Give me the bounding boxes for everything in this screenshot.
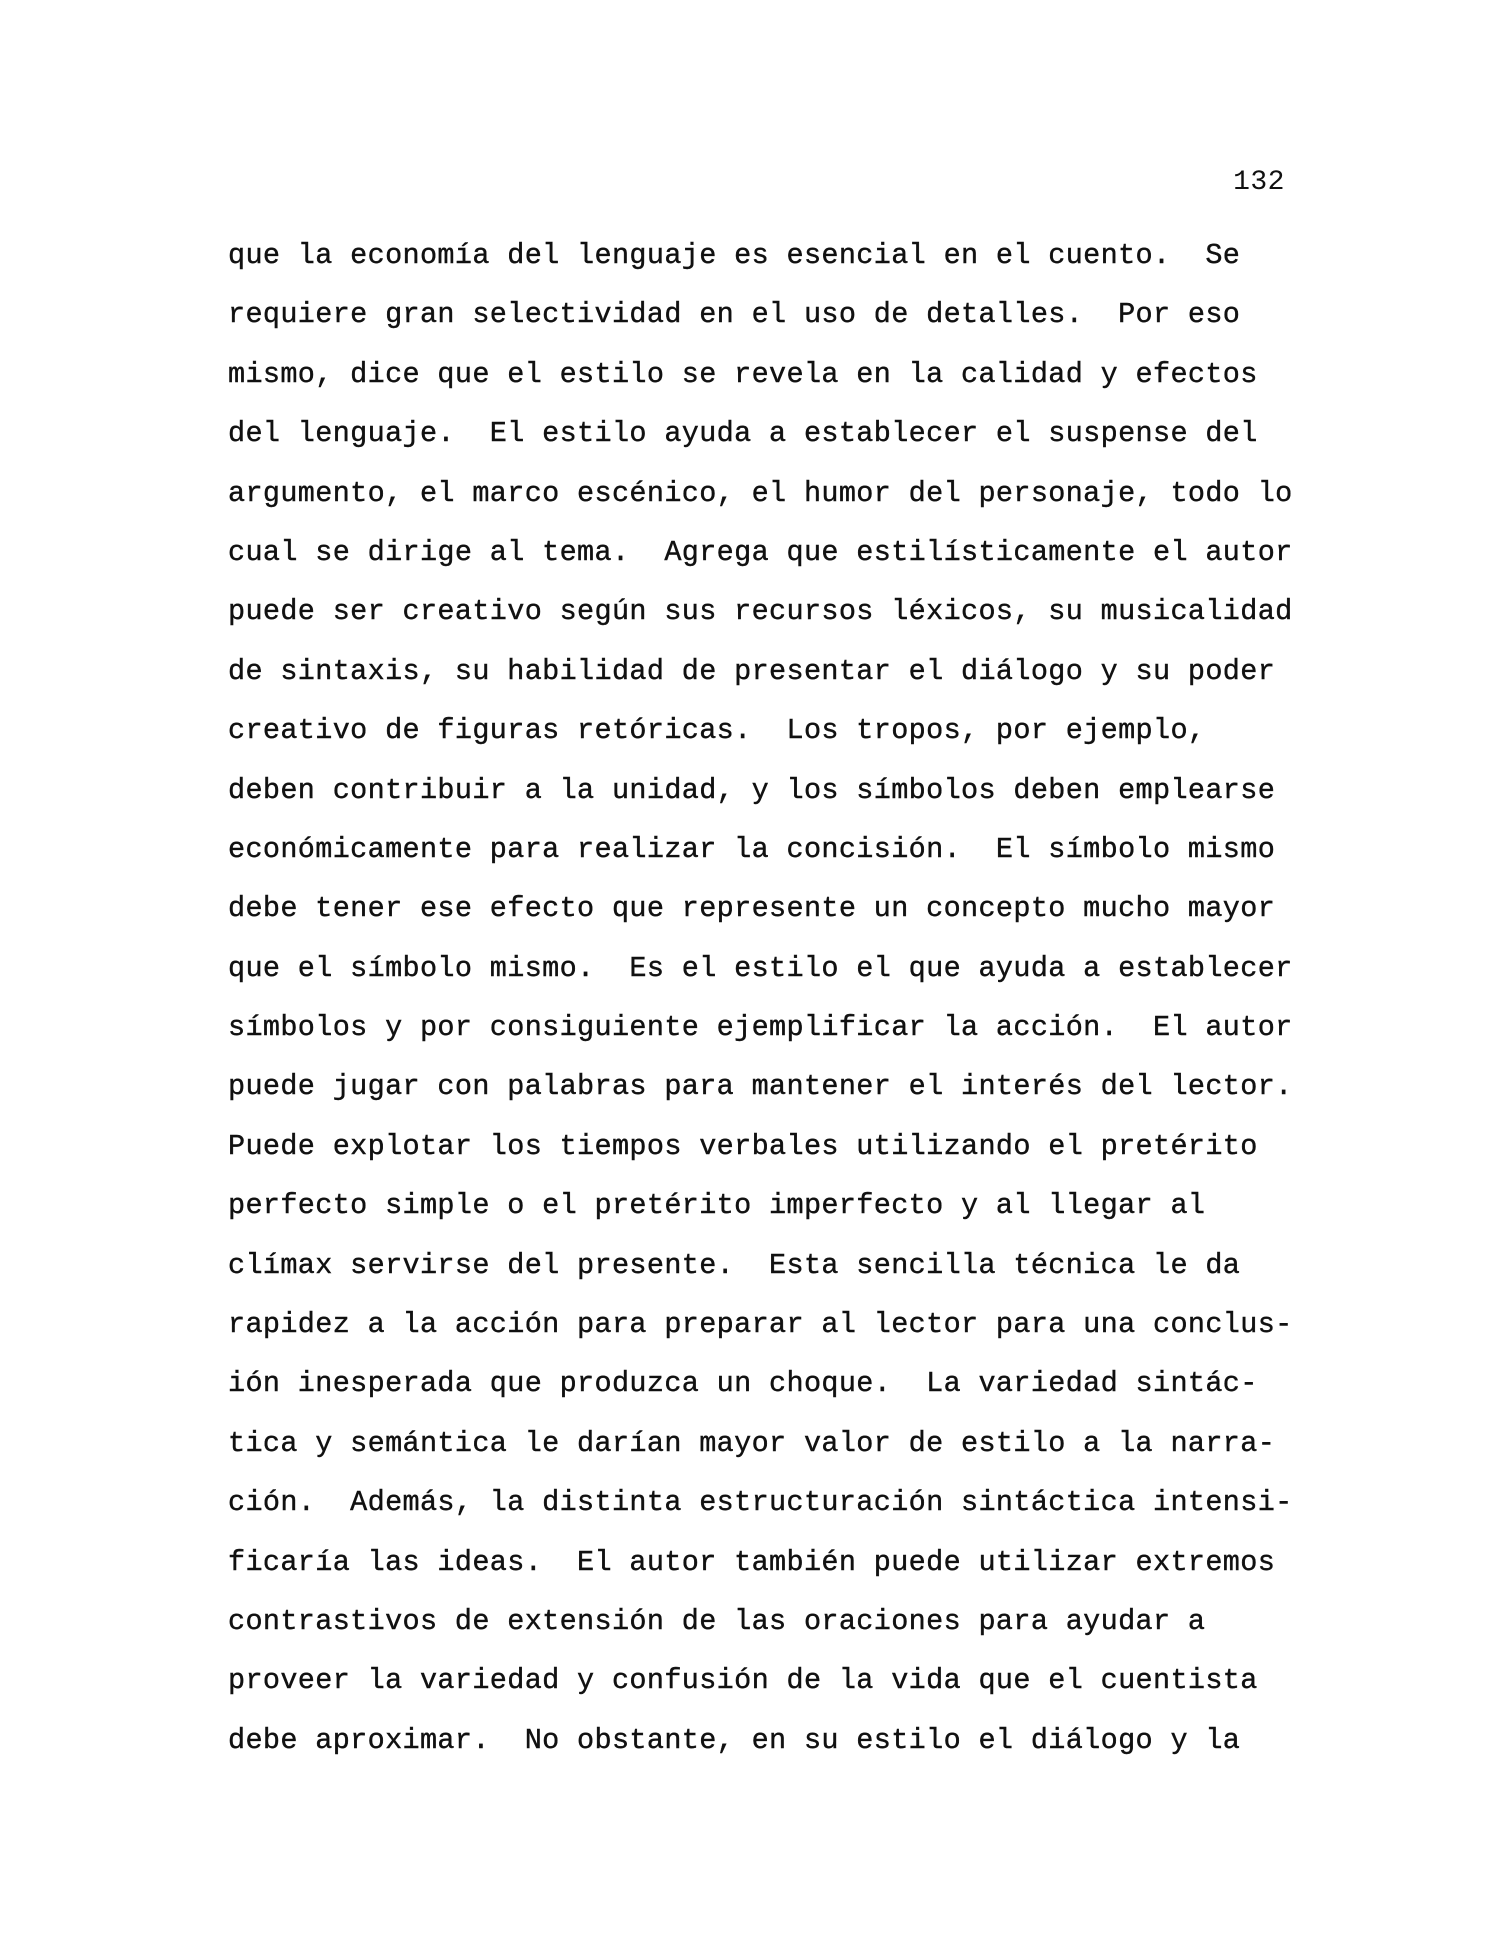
text-line: tica y semántica le darían mayor valor de estilo a la narra- [228,1426,1276,1460]
text-line: proveer la variedad y confusión de la vida que el cuentista [228,1664,1258,1698]
text-line: Puede explotar los tiempos verbales utilizando el pretérito [228,1129,1258,1163]
text-line: creativo de figuras retóricas. Los tropos, por ejemplo, [228,714,1206,748]
text-line: que la economía del lenguaje es esencial en el cuento. Se [228,239,1241,272]
page-number: 132 [1233,167,1285,198]
text-line: rapidez a la acción para preparar al lector para una conclus- [228,1308,1293,1342]
text-line: que el símbolo mismo. Es el estilo el que ayuda a establecer [228,951,1293,985]
text-line: ficaría las ideas. El autor también puede utilizar extremos [228,1545,1276,1579]
text-line: perfecto simple o el pretérito imperfecto y al llegar al [228,1189,1206,1223]
text-line: de sintaxis, su habilidad de presentar el diálogo y su poder [228,654,1276,688]
text-line: contrastivos de extensión de las oraciones para ayudar a [228,1604,1206,1638]
text-line: debe aproximar. No obstante, en su estilo el diálogo y la [228,1723,1241,1757]
text-line: puede ser creativo según sus recursos léxicos, su musicalidad [228,595,1293,629]
text-line: argumento, el marco escénico, el humor del personaje, todo lo [228,476,1293,510]
text-line: debe tener ese efecto que represente un concepto mucho mayor [228,892,1276,926]
text-line: económicamente para realizar la concisión. El símbolo mismo [228,832,1276,866]
text-line: puede jugar con palabras para mantener el interés del lector. [228,1070,1293,1104]
text-line: símbolos y por consiguiente ejemplificar la acción. El autor [228,1011,1293,1045]
text-line: del lenguaje. El estilo ayuda a establecer el suspense del [228,417,1258,451]
text-line: deben contribuir a la unidad, y los símbolos deben emplearse [228,773,1276,807]
text-line: ción. Además, la distinta estructuración sintáctica intensi- [228,1486,1293,1520]
text-line: requiere gran selectividad en el uso de detalles. Por eso [228,298,1241,332]
text-line: clímax servirse del presente. Esta sencilla técnica le da [228,1248,1241,1282]
text-line: mismo, dice que el estilo se revela en la calidad y efectos [228,357,1258,391]
body-text [228,238,1328,1782]
text-line: ión inesperada que produzca un choque. La variedad sintác- [228,1367,1258,1401]
text-line: cual se dirige al tema. Agrega que estilísticamente el autor [228,535,1293,569]
